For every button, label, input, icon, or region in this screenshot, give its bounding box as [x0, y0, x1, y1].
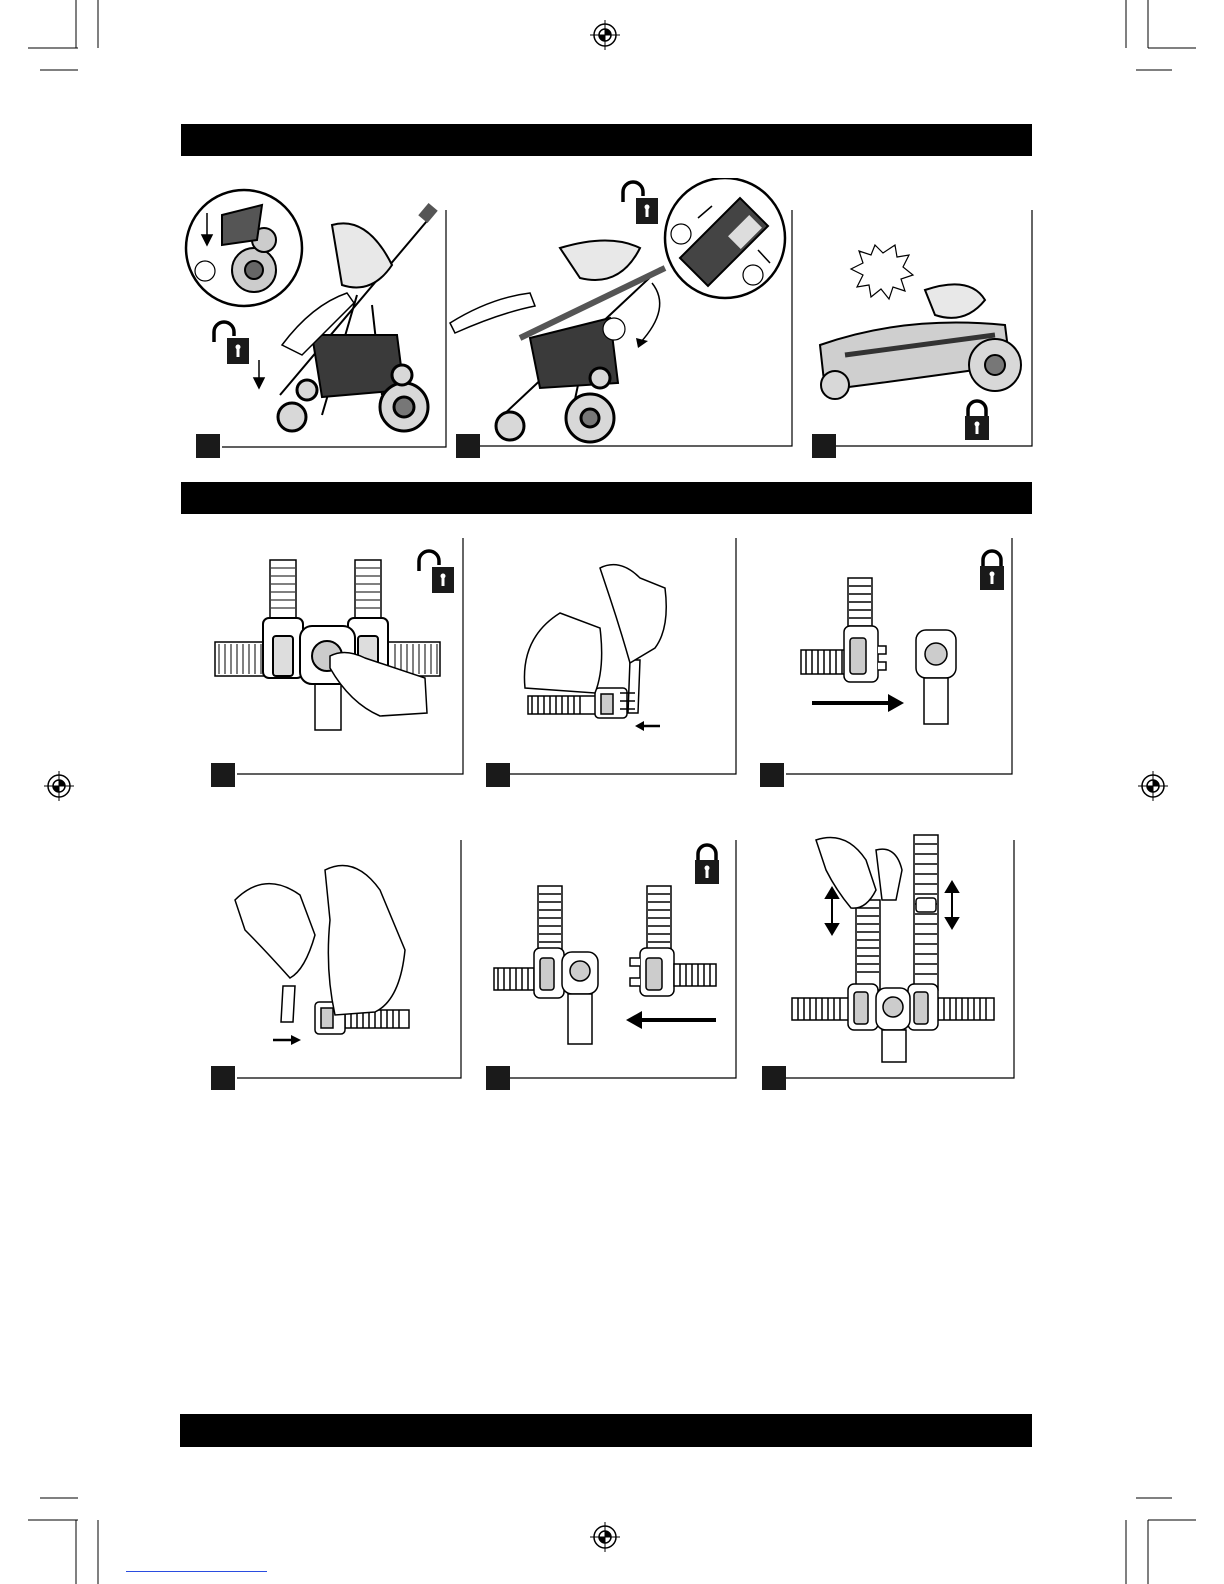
step-number-badge — [760, 763, 784, 787]
unlock-icon — [414, 549, 456, 595]
registration-mark-top — [590, 20, 620, 50]
section-bar-harness — [181, 482, 1032, 514]
section-bar-folding — [181, 124, 1032, 156]
registration-mark-right — [1138, 771, 1168, 801]
step-number-badge — [456, 434, 480, 458]
lock-icon — [962, 398, 992, 442]
step-number-badge — [486, 763, 510, 787]
unlock-icon — [618, 180, 660, 226]
harness-step-4-illustration — [205, 840, 467, 1095]
step-number-badge — [486, 1066, 510, 1090]
step-number-badge — [211, 763, 235, 787]
folding-step-3-illustration — [805, 205, 1035, 460]
lock-icon — [977, 548, 1007, 592]
unlock-icon — [209, 320, 251, 366]
lock-icon — [692, 842, 722, 886]
harness-step-2-illustration — [480, 538, 742, 790]
step-number-badge — [762, 1066, 786, 1090]
step-number-badge — [812, 434, 836, 458]
registration-mark-bottom — [590, 1522, 620, 1552]
step-number-badge — [211, 1066, 235, 1090]
section-bar-bottom — [180, 1414, 1032, 1447]
step-number-badge — [196, 434, 220, 458]
bottom-underline — [126, 1571, 267, 1575]
harness-step-6-illustration — [756, 830, 1018, 1095]
registration-mark-left — [44, 771, 74, 801]
